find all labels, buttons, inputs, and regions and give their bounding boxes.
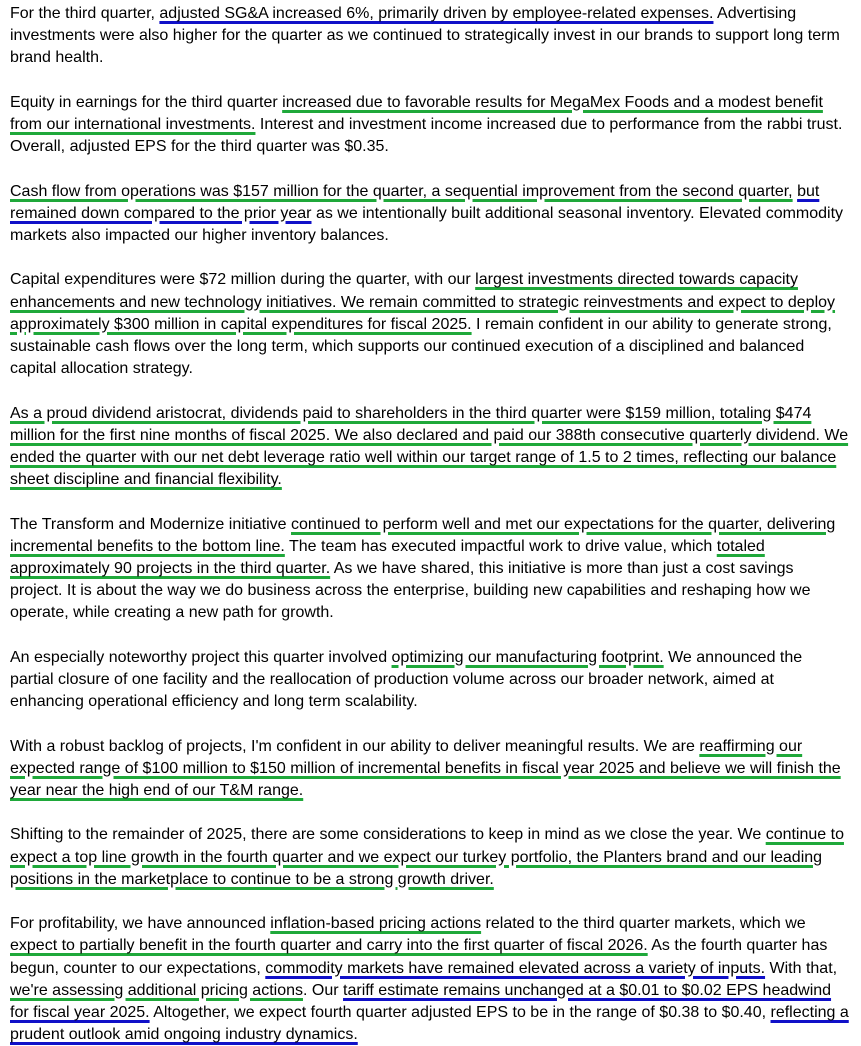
green-underlined-text: Cash flow from operations was $157 million for the quarter, a sequential improvement from the second quarter, [10,182,793,200]
green-underlined-text: As a proud dividend aristocrat, dividends paid to shareholders in the third quarter were $159 million, totaling $474 million for the first nine months of fiscal 2025. We also declared and paid our 388th consecutive quarterly dividend. We ended the quarter with our net debt leverage ratio well within our target range of 1.5 to 2 times, reflecting our balance sheet discipline and financial flexibility. [10,404,849,489]
paragraph-5 [10,403,849,492]
green-underlined-text: reaffirming our expected range of $100 million to $150 million of incremental benefits in fiscal year 2025 and believe we will finish the year near the high end of our T&M range. [10,737,841,799]
blue-underlined-text: tariff estimate remains unchanged at a $0.01 to $0.02 EPS headwind for fiscal year 2025. [10,981,832,1021]
text-segment: Advertising investments were also higher for the quarter as we continued to strategically invest in our brands to support long term brand health. [10,5,840,67]
paragraph-7 [10,647,849,714]
blue-underlined-text: reflecting a prudent outlook amid ongoing industry dynamics. [10,1004,849,1044]
green-underlined-text: totaled approximately 90 projects in the third quarter. [10,537,765,577]
blue-underlined-text: commodity markets have remained elevated across a variety of inputs. [265,959,766,977]
blue-underlined-text: but remained down compared to the prior year [10,182,820,222]
green-underlined-text: optimizing our manufacturing footprint. [391,648,664,666]
text-segment: I remain confident in our ability to generate strong, sustainable cash flows over the long term, which supports our continued execution of a disciplined and balanced capital allocation strategy. [10,315,832,378]
text-segment: We announced the partial closure of one facility and the reallocation of production volume across our broader network, aimed at enhancing operational efficiency and long term scalability. [10,648,803,711]
text-segment: Shifting to the remainder of 2025, there are some considerations to keep in mind as we close the year. We [10,826,766,844]
text-segment: Capital expenditures were $72 million during the quarter, with our [10,271,476,289]
paragraph-9 [10,824,849,891]
text-segment: . Our [303,981,344,999]
text-segment: The Transform and Modernize initiative [10,515,292,533]
text-segment: For profitability, we have announced [10,915,271,933]
text-segment: related to the third quarter markets, which we [481,915,806,933]
text-segment: As we have shared, this initiative is more than just a cost savings project. It is about the way we do business across the enterprise, building new capabilities and reshaping how we operate, while creating a new path for growth. [10,560,811,622]
paragraph-6 [10,514,849,625]
paragraph-8 [10,736,849,803]
green-underlined-text: largest investments directed towards capacity enhancements and new technology initiatives. We remain committed to strategic reinvestments and expect to deploy approximately $300 million in capital expenditures for fiscal 2025. [10,271,836,333]
text-segment: as we intentionally built additional seasonal inventory. Elevated commodity markets also impacted our higher inventory balances. [10,204,844,244]
text-segment: With that, [765,959,838,977]
text-segment: Interest and investment income increased due to performance from the rabbi trust. Overall, adjusted EPS for the third quarter was $0.35. [10,116,843,156]
green-underlined-text: we're assessing additional pricing actions [10,981,303,999]
text-segment: The team has executed impactful work to drive value, which [284,537,717,555]
blue-underlined-text: adjusted SG&A increased 6%, primarily driven by employee-related expenses. [159,5,714,22]
green-underlined-text: inflation-based pricing actions [270,915,482,933]
paragraph-4 [10,269,849,380]
text-segment: An especially noteworthy project this quarter involved [10,648,392,666]
green-underlined-text: continue to expect a top line growth in the fourth quarter and we expect our turkey portfolio, the Planters brand and our leading positions in the marketplace to continue to be a strong growth driver. [10,826,844,888]
paragraph-1 [10,3,849,70]
text-segment: With a robust backlog of projects, I'm confident in our ability to deliver meaningful results. We are [10,737,700,755]
text-segment: Equity in earnings for the third quarter [10,93,283,111]
paragraph-3 [10,181,849,248]
text-segment: As the fourth quarter has begun, counter to our expectations, [10,937,828,977]
green-underlined-text: increased due to favorable results for MegaMex Foods and a modest benefit from our international investments. [10,93,823,133]
green-underlined-text: expect to partially benefit in the fourth quarter and carry into the first quarter of fiscal 2026. [10,937,648,955]
text-segment: Altogether, we expect fourth quarter adjusted EPS to be in the range of $0.38 to $0.40, [149,1004,771,1021]
text-segment: For the third quarter, [10,5,160,22]
paragraph-10 [10,913,849,1046]
paragraph-2 [10,92,849,159]
green-underlined-text: continued to perform well and met our expectations for the quarter, delivering incremental benefits to the bottom line. [10,515,836,555]
